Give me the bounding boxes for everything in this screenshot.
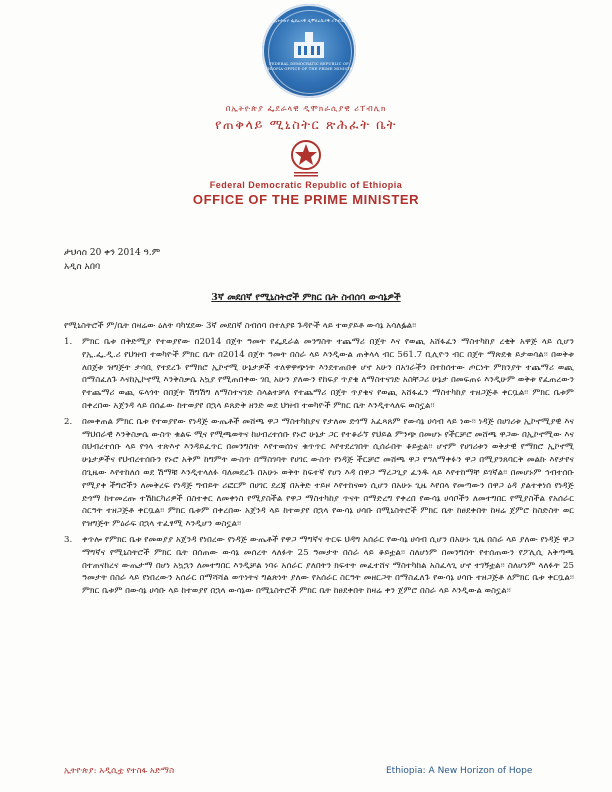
intro-paragraph: የሚኒስትሮች ም/ቤት በዛሬው ዕለት ባካሄደው 3ኛ መደበኛ ስብሰባ በተለያዩ ጉዳዮች ላይ ተወያይቶ ውሳኔ አሳለፏል፡፡ <box>64 321 417 331</box>
building-icon <box>291 30 327 60</box>
item-text: በመቀጠል ምክር ቤቱ የተወያየው የነዳጅ ውጤቶች መሸጫ ዋጋ ማስተካከያና የታለመ ድጎማ አፈጻጸም የውሳኔ ሀሳብ ላይ ነው፡፡ ነዳጅ በሀገሪቱ ኢኮኖሚያዊ እና ማህበራዊ እንቅስቃሴ ውስጥ ቁልፍ ሚና የሚጫወትና ከሀብረተሰቡ የኑሮ ሁኔታ ጋር የተቆራኘ የህይል ምንጭ በመሆኑ የችርቻሮ መሸጫ ዋጋው በኢኮኖሚው እና በህብረተሰቡ ላይ የጎላ ተጽእኖ እንዳይፈጥር በመንግስት እየተወሰነና ቁጥጥር እየተደረገበት ሲሰራበት ቆይቷል፡፡ ሆኖም የሀገሪቱን ወቅታዊ የማክሮ ኢኮኖሚ ሁኔታዎችና የህብረተሰቡን የኑሮ አቅም ከግምት ውስጥ በማስገባት የሀገር ውስጥ የነዳጅ ችርቻሮ መሸጫ ዋጋ የዓለማቀፉን ዋጋ በሚያንጸባርቅ መልኩ እየታየና በጊዜው እየተከለሰ ወደ ሽማቹ እንዲተላለፉ ባለመደረጉ በአሁኑ ወቅት ከፍተኛ የሆነ እዳ በዋጋ ማረጋጊያ ፈንዱ ላይ እየተከማቸ ይገኛል፡፡ በመሆኑም ኅብተሰቡ የሚያቀ ችግሮችን ለመቅረፍ የነዳጅ ግብይት ሪፎርም በሀገር ደረጃ በአቅድ ተይዞ እየተከናወነ ሲሆን በአሁኑ ጊዜ እየበላ የመጣውን በዋጋ ዕዳ ያልተቀነሰ የነዳጅ ድጎማ ከተመረጡ ተሽከርካሪዎች በስተቀር ለመቀነስ የሚያስችል የዋጋ ማስተካከያ ጥናት በማድረግ የቀረበ የውሳኔ ሀሳቦችን ለመተግበር የሚያስችል የአሰራር ስርዓት ተዘጋጅቶ ቀርቧል፡፡ ምክር ቤቱም በቀረበው አጀንዳ ላይ ከተወያየ በኋላ የውሳኔ ሀሳቡ በሚኒስትሮች ምክር ቤት ከፀደቀበት ከዛሬ ጀምሮ ከስድስት ወር የዝግጅት ምዕራፍ በኋላ ተፈፃሚ እንዲሆን ወስኗል፡፡ <box>82 416 574 530</box>
decision-item <box>64 336 574 413</box>
item-text: ቀጥሎ የምክር ቤቱ የመወያያ አጀንዳ የነበረው የነዳጅ ውጤቶች የዋጋ ማግኛና ትርፍ ህዳግ አሰራር የውሳኔ ሀሳብ ሲሆን በአሁኑ ጊዜ በስራ ላይ ያለው የነዳጅ ዋጋ ማግኛና የሚኒስትሮች ምክር ቤት በሰጠው ውሳኔ መሰረት ላለፉት 25 ዓመታት በስራ ላይ ቆይቷል፡፡ ስለሆነም በመንግስት የተሰጠውን የፖሊሲ አቅጣጫ በተጠናከረና ውጤታማ በሆነ አኳኋን ለመተግበር እንዲቻል ነባሩ አሰራር ያለበትን ክፍተት መፈተሸና ማስተካከል አስፈላጊ ሆኖ ተገኝቷል፡፡ ስለሆነም ላለፉት 25 ዓመታት በስራ ላይ የነበረውን አሰራር በማሻሻል ወጥነትና ግልጽነት ያለው የአሰራር ስርዓት መዘርጋት በማስፈለጉ የውሳኔ ሀሳቡ ተዘጋጅቶ ለምክር ቤቱ ቀርቧል፡፡ ምክር ቤቱም በውሳኔ ሀሳቡ ላይ ከተወያየ በኋላ ውሳኔው በሚኒስትሮች ምክር ቤት ከፀደቀበት ከዛሬ ቀን ጀምሮ በስራ ላይ እንዲውል ወስኗል፡፡ <box>82 534 574 597</box>
document-title: 3ኛ መደበኛ የሚኒስትሮች ምክር ቤት ስብሰባ ውሳኔዎች <box>211 292 401 303</box>
item-text: ምክር ቤቱ በቅድሚያ የተወያየው በ2014 በጀት ዓመት የፌዴራል መንግስት ተጨማሪ በጀት እና የወጪ አሸፋፈን ማስተካከያ ረቂቅ አዋጅ ላይ ሲሆን የኢ.ፌ.ዲ.ሪ የህዝብ ተወካዮች ምክር ቤት በ2014 በጀት ዓመት በስራ ላይ እንዲውል ጠቅላላ ብር 561.7 ቢሊዮን ብር በጀት ማጽደቁ ይታወሳል፡፡ በወቅቱ ለበጀቱ ዝግጅት ታሳቢ የተደረጉ የማክሮ ኢኮኖሚ ሁኔታዎች ተለዋዋጭነት እንደተጠበቀ ሆኖ አሁን በአገራችን በተከሰተው ጦርነት ምክንያት ተጨማሪ ወጪ በማስፈለጉ እናከኢኮኖሚ እንቅስቃሴ አኳያ የሚጠበቀው ገቢ አሁን ያለውን የከፍያ ጥያቄ ለማስተናገድ አስቸጋሪ ሁኔታ በመፍጠሩ እንዲሁም ወቅቱ የፈጠረውን የተጨማሪ ወጪ ፍላጎት በበጀት ሽግሽግ ለማስተናገድ ስላልተቻለ የተጨማሪ በጀት ጥያቄና የወጪ አሸፋፈን ማስተካከያ ተዘጋጅቶ ቀርቧል፡፡ ምክር ቤቱም በቀረበው አጀንዳ ላይ በሰፊው ከተወያየ በኋላ ይጸድቅ ዘንድ ወደ ህዝብ ተወካዮች ምክር ቤት እንዲተላለፍ ወስኗል፡፡ <box>82 337 574 411</box>
office-seal-logo <box>262 4 356 98</box>
national-emblem-icon <box>290 139 322 177</box>
item-number: 1. <box>64 337 73 347</box>
amharic-office-name: የጠቅላይ ሚኒስትር ጽሕፈት ቤት <box>215 118 397 133</box>
country-name-english: Federal Democratic Republic of Ethiopia <box>209 180 403 190</box>
seal-bottom-text: FEDERAL DEMOCRATIC REPUBLIC OF ETHIOPIA OFFICE OF THE PRIME MINISTER <box>262 62 356 71</box>
letter-place: አዲስ አበባ <box>64 262 101 272</box>
footer-slogan-english: Ethiopia: A New Horizon of Hope <box>386 766 533 776</box>
amharic-country-name: በኢትዮጵያ ፌደራላዊ ዲሞክራሲያዊ ሪፐብሊክ <box>225 104 387 113</box>
office-name-english: OFFICE OF THE PRIME MINISTER <box>192 192 420 207</box>
seal-top-text: በኢትዮጵያ ፌደራላዊ ዲሞክራሲያዊ ሪፐብሊክ <box>271 18 347 23</box>
footer-slogan-amharic: ኢትዮጵያ: አዲሲቷ የተስፋ አድማስ <box>64 766 175 776</box>
letter-date: ታህሳስ 20 ቀን 2014 ዓ.ም <box>64 248 161 258</box>
decision-item <box>64 416 574 531</box>
item-number: 2. <box>64 416 73 427</box>
item-number: 3. <box>64 534 73 545</box>
decision-item <box>64 534 574 598</box>
decision-list <box>64 336 574 601</box>
